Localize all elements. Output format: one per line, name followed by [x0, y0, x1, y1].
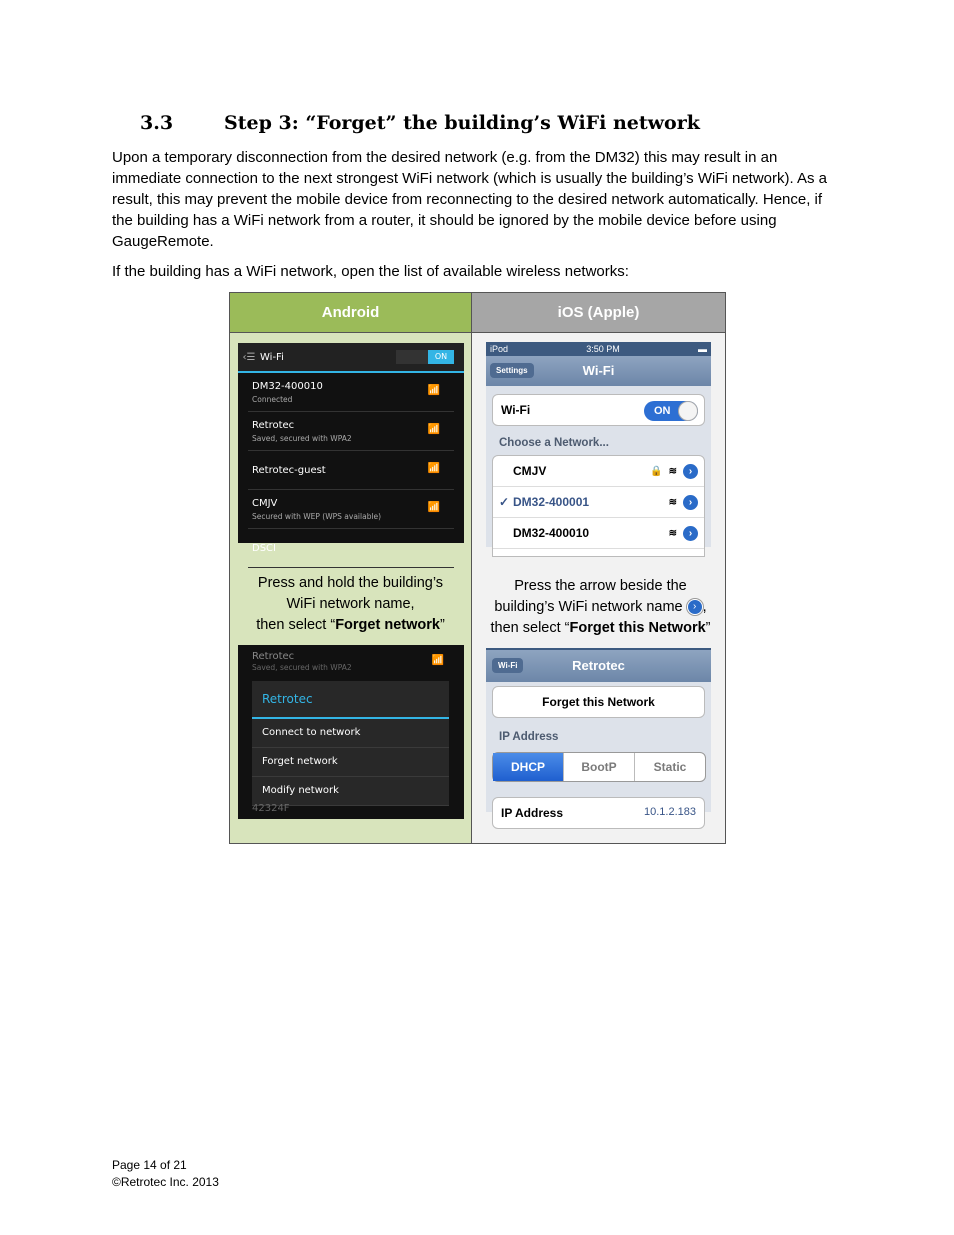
- ip-section-label: IP Address: [499, 731, 559, 743]
- list-item: CMJV 🔒 ≋ ›: [493, 456, 704, 487]
- network-dialog: [252, 681, 449, 805]
- wifi-signal-icon: ≋: [668, 527, 677, 539]
- list-item: ✓ DM32-400001 ≋ ›: [493, 487, 704, 518]
- lock-icon: 🔒: [650, 465, 663, 477]
- choose-network-label: Choose a Network...: [499, 437, 609, 449]
- android-caption: Press and hold the building’s WiFi network name, then select “Forget network”: [256, 575, 445, 633]
- wifi-lock-icon: 📶: [431, 655, 444, 666]
- dhcp-segment: DHCP: [493, 753, 564, 781]
- detail-arrow-icon: ›: [683, 495, 698, 510]
- list-item: Retrotec Saved, secured with WPA2 📶: [248, 412, 454, 451]
- android-wifi-screenshot: [238, 343, 464, 554]
- wifi-settings-icon: ‹☰: [242, 351, 256, 363]
- ios-header: iOS (Apple): [472, 293, 725, 333]
- section-heading: [140, 112, 700, 134]
- instruction-paragraph: If the building has a WiFi network, open the list of available wireless networks:: [112, 263, 629, 280]
- modify-option: Modify network: [252, 777, 449, 806]
- wifi-signal-icon: 📶: [427, 463, 440, 474]
- detail-arrow-icon: ›: [687, 599, 703, 615]
- detail-arrow-icon: ›: [683, 464, 698, 479]
- ios-nav-bar: [486, 648, 711, 682]
- ios-network-title: Retrotec: [572, 658, 625, 673]
- list-item: CMJV Secured with WEP (WPS available) 📶: [248, 490, 454, 529]
- forget-option: Forget network: [252, 748, 449, 777]
- wifi-signal-icon: 📶: [427, 385, 440, 396]
- ios-caption: Press the arrow beside the building’s WiFi network name › , then select “Forget this Network”: [490, 578, 711, 636]
- forget-network-button: Forget this Network: [492, 686, 705, 718]
- battery-icon: ▬: [697, 344, 707, 354]
- detail-arrow-icon: ›: [683, 526, 698, 541]
- wifi-lock-icon: 📶: [427, 424, 440, 435]
- ios-wifi-screenshot: [486, 342, 711, 547]
- settings-back-button: Settings: [490, 363, 534, 378]
- wifi-signal-icon: ≋: [668, 465, 677, 477]
- ios-wifi-switch: ON: [644, 401, 698, 421]
- ios-nav-bar: [486, 356, 711, 386]
- android-wifi-toggle: ON: [396, 350, 454, 364]
- checkmark-icon: ✓: [499, 495, 510, 509]
- section-title: Step 3: “Forget” the building’s WiFi network: [224, 112, 700, 134]
- wifi-back-button: Wi-Fi: [492, 658, 523, 673]
- ip-address-row: IP Address 10.1.2.183: [492, 797, 705, 829]
- dialog-title: Retrotec: [252, 681, 449, 719]
- list-item: DM32-400010 ≋ ›: [493, 518, 704, 549]
- wifi-signal-icon: ≋: [668, 496, 677, 508]
- ios-status-bar: iPod 3:50 PM ▬: [486, 342, 711, 356]
- ios-forget-screenshot: [486, 648, 711, 820]
- copyright: ©Retrotec Inc. 2013: [112, 1175, 219, 1189]
- android-wifi-bar: [238, 343, 464, 373]
- ios-wifi-toggle-row: Wi-Fi ON: [492, 394, 705, 426]
- android-header: Android: [230, 293, 471, 333]
- list-item: DSCI: [248, 529, 454, 568]
- android-forget-screenshot: Retrotec Saved, secured with WPA2 📶 Retrotec Connect to network Forget network Modify network 42324F: [238, 645, 464, 819]
- ios-wifi-title: Wi-Fi: [582, 363, 615, 378]
- android-wifi-title: Wi-Fi: [260, 351, 284, 363]
- ip-mode-segmented: [492, 752, 706, 782]
- intro-paragraph: Upon a temporary disconnection from the desired network (e.g. from the DM32) this may result in an immediate connection to the next strongest WiFi network (which is usually the building’s WiFi network). As a result, this may prevent the mobile device from reconnecting to the desired network automatically. Hence, if the building has a WiFi network from a router, it should be ignored by the mobile device before using GaugeRemote.: [112, 149, 828, 250]
- list-item: DM32-400010 Connected 📶: [248, 373, 454, 412]
- instructions-table: [229, 292, 726, 844]
- page-number: Page 14 of 21: [112, 1158, 187, 1172]
- wifi-lock-icon: 📶: [427, 502, 440, 513]
- ios-network-list: [492, 455, 705, 557]
- list-item: Retrotec-guest 📶: [248, 451, 454, 490]
- connect-option: Connect to network: [252, 719, 449, 748]
- static-segment: Static: [653, 760, 687, 774]
- bootp-segment: BootP: [564, 753, 635, 781]
- section-number: 3.3: [140, 112, 174, 134]
